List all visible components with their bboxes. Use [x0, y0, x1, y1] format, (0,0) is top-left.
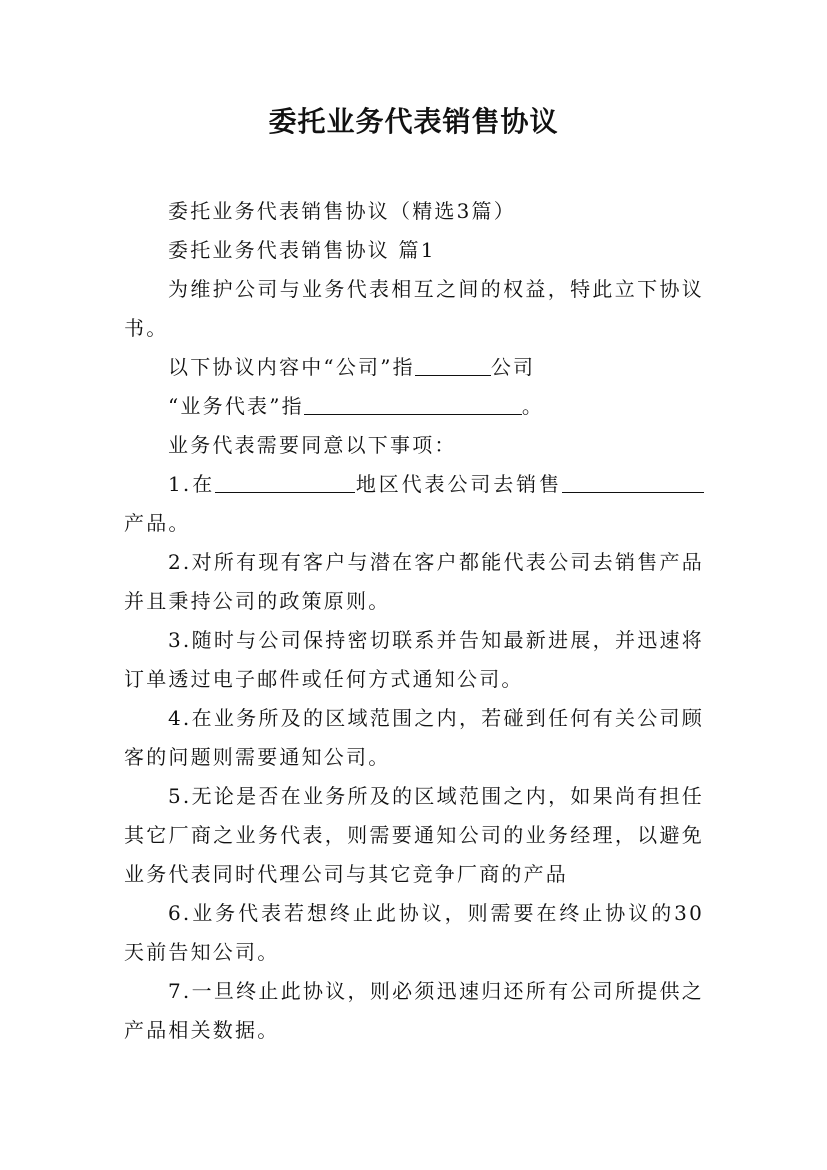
paragraph-term-6: 6.业务代表若想终止此协议，则需要在终止协议的30天前告知公司。 [124, 901, 704, 964]
paragraph-term-7: 7.一旦终止此协议，则必须迅速归还所有公司所提供之产品相关数据。 [124, 979, 704, 1042]
paragraph-section-title: 委托业务代表销售协议 篇1 [168, 238, 436, 262]
representative-definition-suffix: 。 [521, 394, 545, 418]
paragraph-term-2: 2.对所有现有客户与潜在客户都能代表公司去销售产品并且秉持公司的政策原则。 [124, 550, 704, 613]
paragraph-term-3: 3.随时与公司保持密切联系并告知最新进展，并迅速将订单透过电子邮件或任何方式通知公司。 [124, 628, 704, 691]
region-blank [215, 472, 355, 493]
term-1-middle: 地区代表公司去销售 [355, 472, 562, 496]
paragraph-term-1 [124, 465, 704, 543]
paragraph-company-definition [124, 348, 704, 387]
product-blank [562, 472, 704, 493]
company-definition-suffix: 公司 [490, 355, 536, 379]
paragraph-representative-definition [124, 387, 704, 426]
paragraph-heading: 委托业务代表销售协议（精选3篇） [168, 199, 516, 223]
term-1-prefix: 1.在 [168, 472, 216, 496]
paragraph-term-4: 4.在业务所及的区域范围之内，若碰到任何有关公司顾客的问题则需要通知公司。 [124, 706, 704, 769]
document-body [124, 192, 704, 1050]
representative-definition-text: “业务代表”指 [168, 394, 304, 418]
representative-name-blank [304, 394, 522, 415]
document-title: 委托业务代表销售协议 [268, 105, 559, 138]
paragraph-term-5: 5.无论是否在业务所及的区域范围之内，如果尚有担任其它厂商之业务代表，则需要通知公司的业务经理，以避免业务代表同时代理公司与其它竞争厂商的产品 [124, 784, 704, 886]
paragraph-terms-intro: 业务代表需要同意以下事项： [168, 433, 457, 457]
company-definition-text: 以下协议内容中“公司”指 [168, 355, 415, 379]
paragraph-intro: 为维护公司与业务代表相互之间的权益，特此立下协议书。 [124, 277, 704, 340]
company-name-blank [415, 355, 491, 376]
term-1-suffix: 产品。 [124, 511, 191, 535]
